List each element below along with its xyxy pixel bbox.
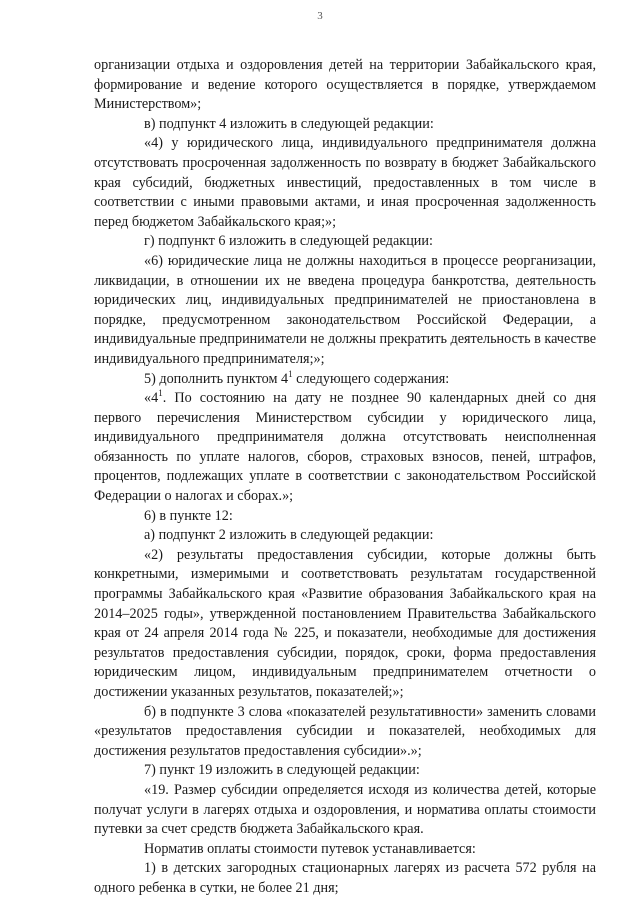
paragraph: в) подпункт 4 изложить в следующей редакции: <box>144 115 434 132</box>
page-number: 3 <box>317 10 323 22</box>
paragraph: 1) в детских загородных стационарных лагерях из расчета 572 рубля на одного ребенка в сутки, не более 21 дня; <box>94 860 596 896</box>
superscript: 1 <box>158 388 163 399</box>
paragraph-text: следующего содержания: <box>292 370 450 387</box>
paragraph-text: . По состоянию на дату не позднее 90 календарных дней со дня первого перечисления Министерством субсидии у юридического лица, индивидуального предпринимателя должна отсутствовать неисполненная обязанность по уплате налогов, сборов, страховых взносов, пеней, штрафов, процентов, подлежащих уплате в соответствии с законодательством Российской Федерации о налогах и сборах.»; <box>94 390 596 505</box>
paragraph: «2) результаты предоставления субсидии, которые должны быть конкретными, измеримыми и соответствовать результатам государственной программы Забайкальского края «Развитие образования Забайкальского края на 2014–2025 годы», утвержденной постановлением Правительства Забайкальского края от 24 апреля 2014 года № 225, и показатели, необходимые для достижения результатов предоставления субсидии, порядок, сроки, форма предоставления юридическим лицом, индивидуальным предпринимателем отчетности о достижении указанных результатов, показателей;»; <box>94 546 596 700</box>
paragraph <box>94 370 596 390</box>
paragraph: организации отдыха и оздоровления детей на территории Забайкальского края, формирование и ведение которого осуществляется в порядке, утверждаемом Министерством»; <box>94 57 596 113</box>
paragraph: г) подпункт 6 изложить в следующей редакции: <box>144 233 433 250</box>
paragraph: «19. Размер субсидии определяется исходя из количества детей, которые получат услуги в лагерях отдыха и оздоровления, и норматива оплаты стоимости путевки за счет средств бюджета Забайкальского края. <box>94 781 596 838</box>
paragraph: «4) у юридического лица, индивидуального предпринимателя должна отсутствовать просроченная задолженность по возврату в бюджет Забайкальского края субсидий, бюджетных инвестиций, предоставленных в том числе в соответствии с иными правовыми актами, и иная просроченная задолженность перед бюджетом Забайкальского края;»; <box>94 135 596 230</box>
paragraph: 6) в пункте 12: <box>144 507 233 524</box>
paragraph: Норматив оплаты стоимости путевок устанавливается: <box>144 840 476 857</box>
superscript: 1 <box>288 368 293 379</box>
paragraph-text: 5) дополнить пунктом 4 <box>144 370 289 387</box>
paragraph: «6) юридические лица не должны находиться в процессе реорганизации, ликвидации, в отношении их не введена процедура банкротства, деятельность юридических лиц, индивидуальных предпринимателей не приостановлена в порядке, предусмотренном законодательством Российской Федерации, а индивидуальные предприниматели не должны прекратить деятельность в качестве индивидуального предпринимателя;»; <box>94 252 596 367</box>
paragraph-text: «4 <box>144 390 159 407</box>
paragraph: а) подпункт 2 изложить в следующей редакции: <box>144 527 434 544</box>
paragraph <box>94 389 596 507</box>
paragraph: 7) пункт 19 изложить в следующей редакции: <box>144 762 420 779</box>
document-body <box>94 56 596 899</box>
paragraph: б) в подпункте 3 слова «показателей результативности» заменить словами «результатов предоставления субсидии и показателей, необходимых для достижения результатов предоставления субсидии».»; <box>94 703 596 759</box>
